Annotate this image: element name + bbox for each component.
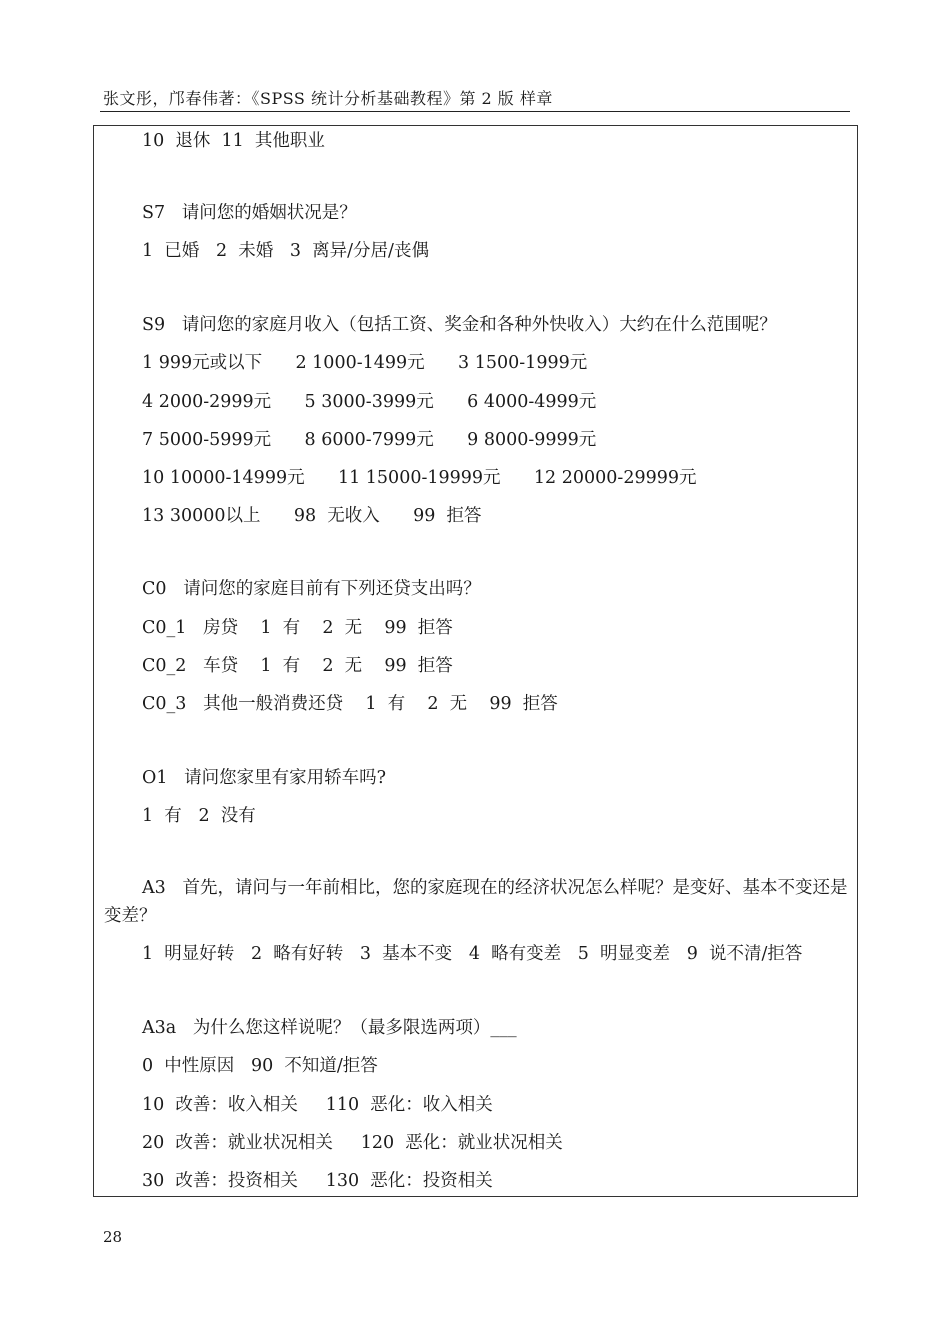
question-a3a: A3a 为什么您这样说呢？（最多限选两项）___ [142, 1018, 517, 1038]
answer-options: 10 改善：收入相关 110 恶化：收入相关 [142, 1095, 493, 1115]
answer-options: 10 10000-14999元 11 15000-19999元 12 20000-29999元 [142, 468, 697, 488]
answer-options: 4 2000-2999元 5 3000-3999元 6 4000-4999元 [142, 392, 597, 412]
sub-question-c0-2: C0_2 车贷 1 有 2 无 99 拒答 [142, 656, 453, 676]
answer-options: 1 有 2 没有 [142, 806, 256, 826]
page-number: 28 [103, 1228, 123, 1246]
sub-question-c0-3: C0_3 其他一般消费还贷 1 有 2 无 99 拒答 [142, 694, 558, 714]
answer-options: 0 中性原因 90 不知道/拒答 [142, 1056, 378, 1076]
question-s7: S7 请问您的婚姻状况是？ [142, 203, 357, 223]
question-a3: A3 首先，请问与一年前相比，您的家庭现在的经济状况怎么样呢？是变好、基本不变还是变差？ [104, 878, 848, 926]
answer-options: 30 改善：投资相关 130 恶化：投资相关 [142, 1171, 493, 1191]
question-c0: C0 请问您的家庭目前有下列还贷支出吗？ [142, 579, 481, 599]
answer-options: 20 改善：就业状况相关 120 恶化：就业状况相关 [142, 1133, 563, 1153]
text-line: 10 退休 11 其他职业 [142, 131, 325, 151]
running-header: 张文彤，邝春伟著：《SPSS 统计分析基础教程》第 2 版 样章 [103, 89, 553, 108]
answer-options: 1 明显好转 2 略有好转 3 基本不变 4 略有变差 5 明显变差 9 说不清/拒答 [142, 944, 803, 964]
answer-options: 1 已婚 2 未婚 3 离异/分居/丧偶 [142, 241, 429, 261]
question-s9: S9 请问您的家庭月收入（包括工资、奖金和各种外快收入）大约在什么范围呢？ [142, 315, 777, 335]
question-o1: O1 请问您家里有家用轿车吗? [142, 768, 387, 788]
questionnaire-box [93, 125, 858, 1197]
answer-options: 7 5000-5999元 8 6000-7999元 9 8000-9999元 [142, 430, 597, 450]
sub-question-c0-1: C0_1 房贷 1 有 2 无 99 拒答 [142, 618, 453, 638]
answer-options: 1 999元或以下 2 1000-1499元 3 1500-1999元 [142, 353, 588, 373]
answer-options: 13 30000以上 98 无收入 99 拒答 [142, 506, 482, 526]
header-rule [100, 111, 850, 112]
